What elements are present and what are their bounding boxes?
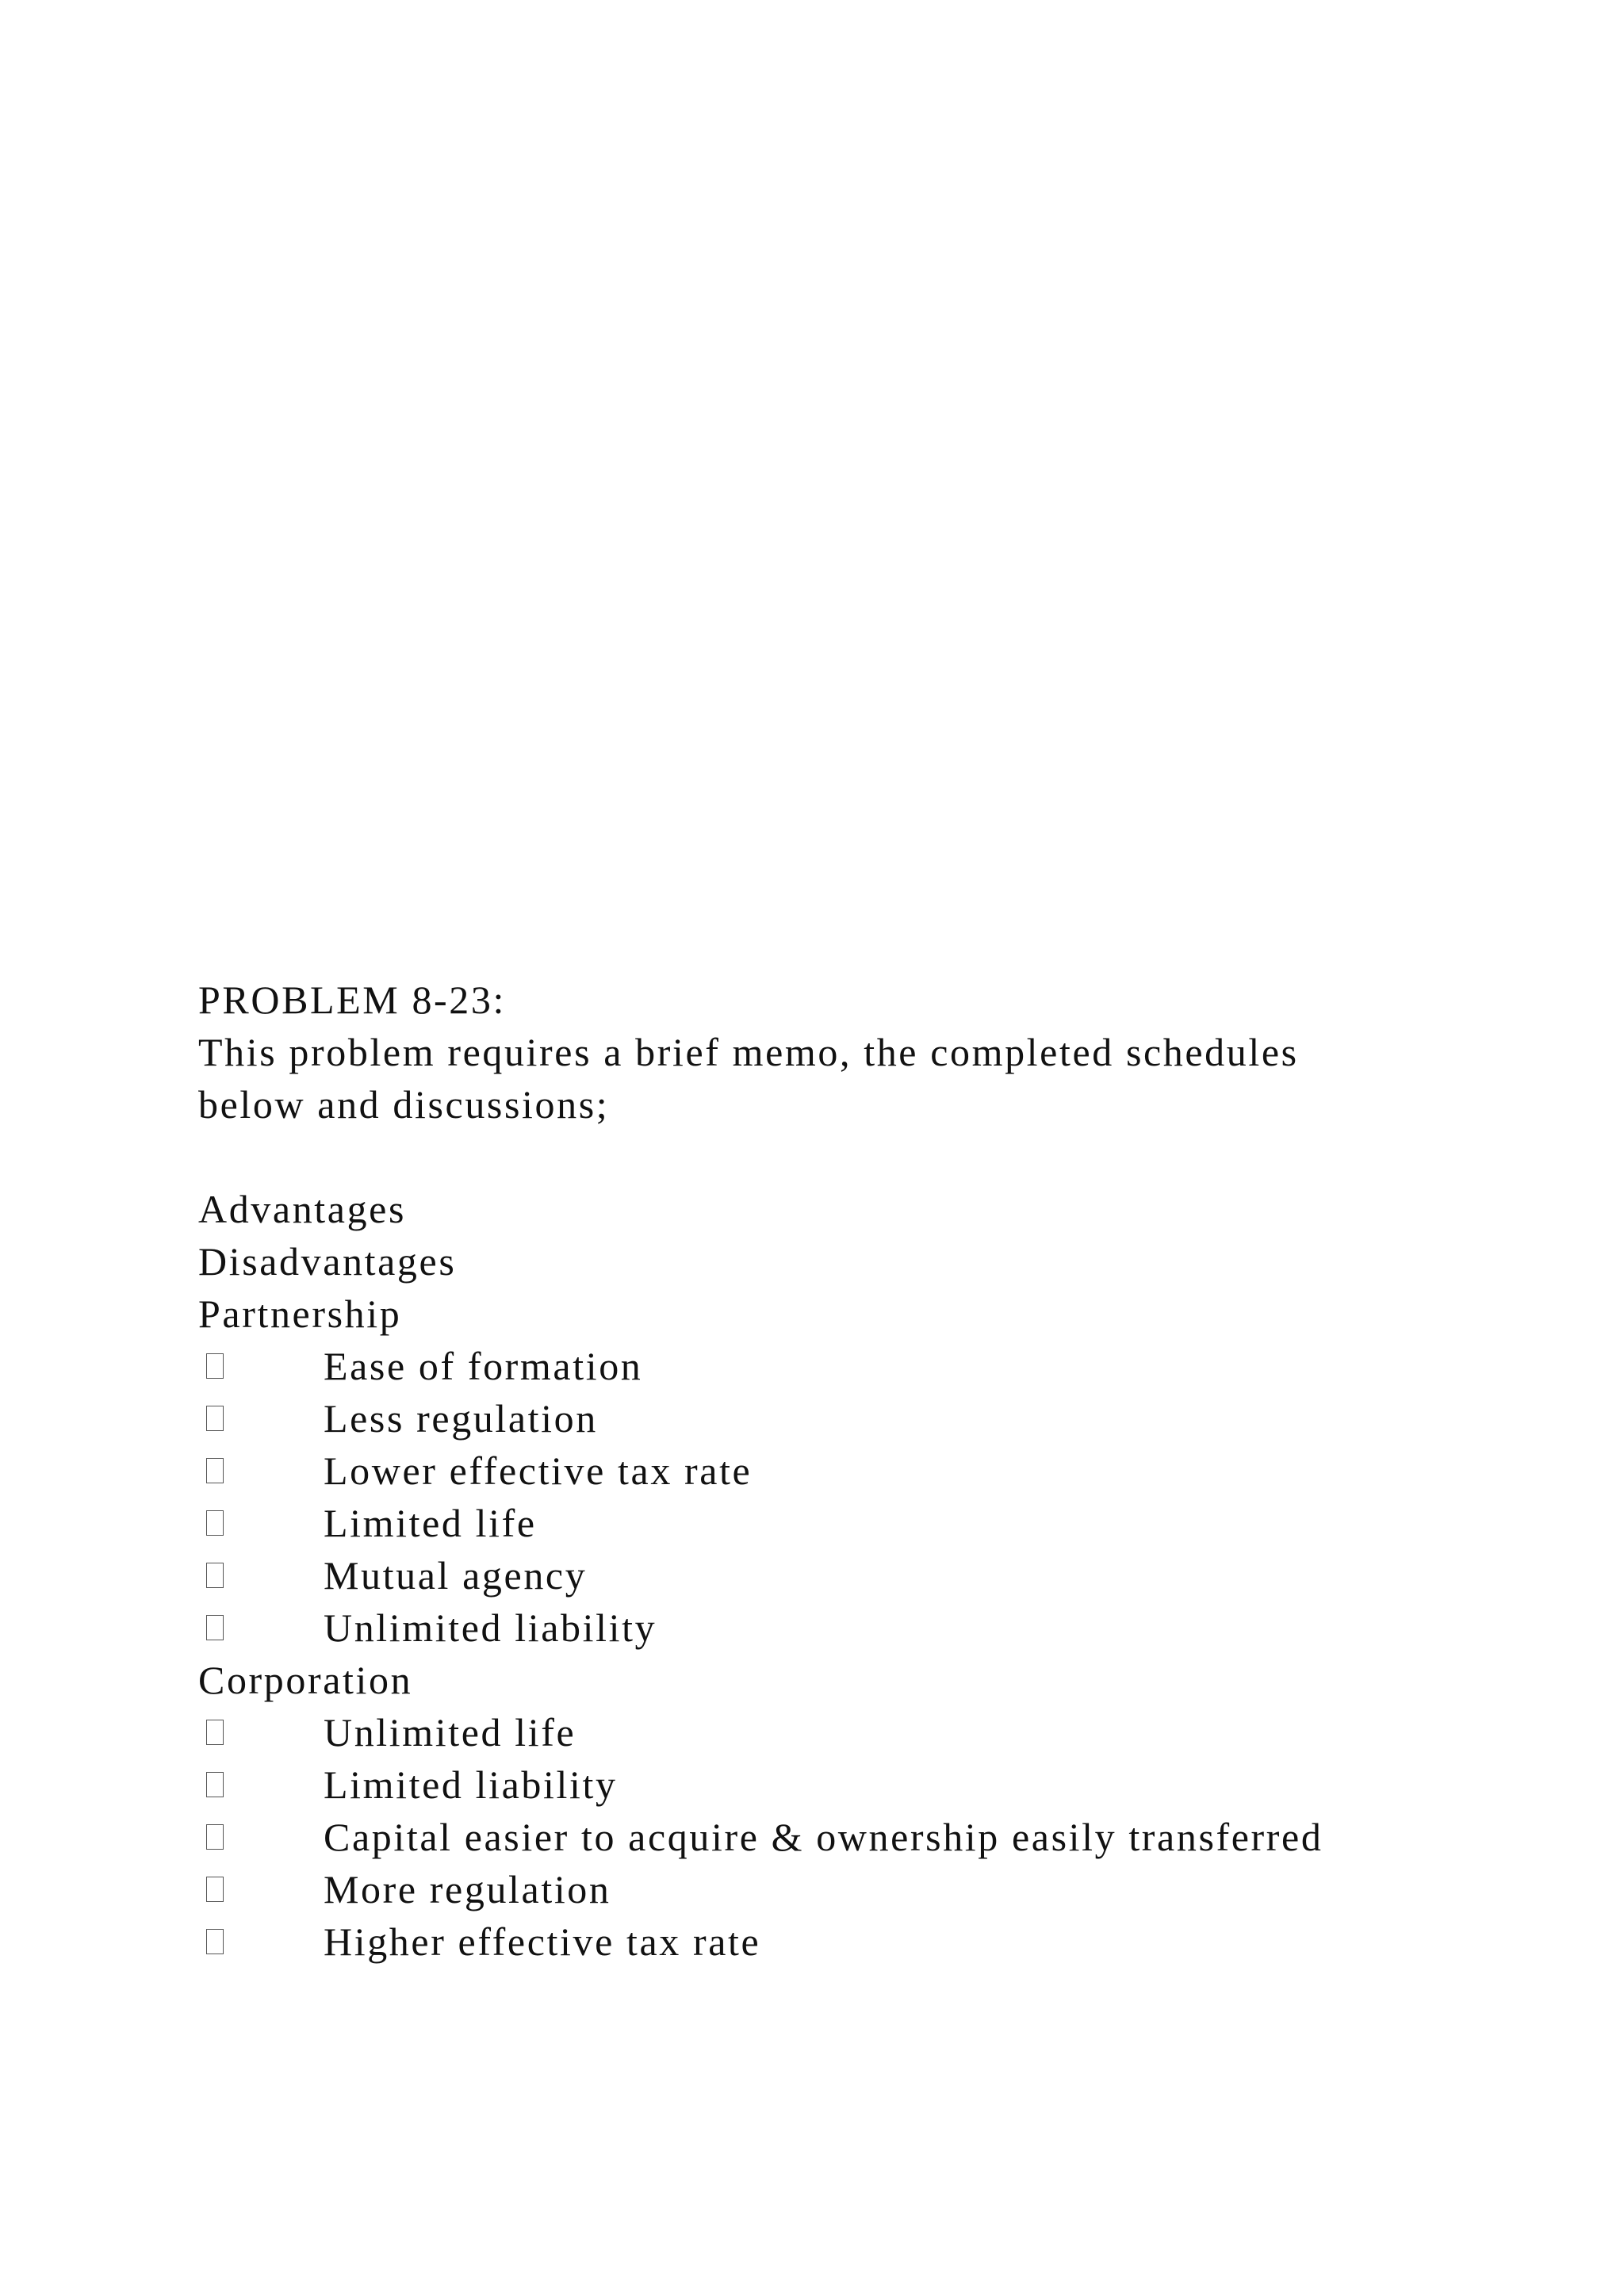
list-item-text: Ease of formation — [324, 1344, 643, 1388]
partnership-list-item — [198, 1445, 1546, 1497]
corporation-list-item — [198, 1811, 1546, 1863]
document-body — [198, 974, 1546, 1968]
bullet-placeholder-icon — [206, 1824, 224, 1850]
intro-text-line-1: This problem requires a brief memo, the completed schedules — [198, 1030, 1299, 1074]
corporation-label: Corporation — [198, 1658, 413, 1702]
bullet-placeholder-icon — [206, 1615, 224, 1640]
bullet-placeholder-icon — [206, 1563, 224, 1588]
blank-line — [198, 1131, 1546, 1183]
disadvantages-label: Disadvantages — [198, 1239, 457, 1284]
list-item-text: Limited liability — [324, 1762, 618, 1807]
list-item-text: Higher effective tax rate — [324, 1919, 761, 1964]
corporation-list-item — [198, 1863, 1546, 1915]
partnership-list-item — [198, 1497, 1546, 1549]
corporation-list-item — [198, 1706, 1546, 1758]
list-item-text: Unlimited life — [324, 1710, 576, 1755]
partnership-list-item — [198, 1601, 1546, 1654]
bullet-placeholder-icon — [206, 1929, 224, 1954]
list-item-text: Unlimited liability — [324, 1605, 657, 1650]
bullet-placeholder-icon — [206, 1877, 224, 1902]
problem-heading: PROBLEM 8-23: — [198, 978, 506, 1022]
bullet-placeholder-icon — [206, 1772, 224, 1797]
partnership-list-item — [198, 1549, 1546, 1601]
list-item-text: Capital easier to acquire & ownership easily transferred — [324, 1815, 1323, 1859]
bullet-placeholder-icon — [206, 1458, 224, 1483]
partnership-label: Partnership — [198, 1292, 402, 1336]
bullet-placeholder-icon — [206, 1406, 224, 1431]
partnership-list-item — [198, 1392, 1546, 1445]
bullet-placeholder-icon — [206, 1720, 224, 1745]
list-item-text: Mutual agency — [324, 1553, 588, 1598]
corporation-list-item — [198, 1915, 1546, 1968]
bullet-placeholder-icon — [206, 1353, 224, 1379]
intro-text-line-2: below and discussions; — [198, 1082, 610, 1127]
list-item-text: Limited life — [324, 1501, 537, 1545]
partnership-list-item — [198, 1340, 1546, 1392]
list-item-text: Lower effective tax rate — [324, 1448, 753, 1493]
list-item-text: More regulation — [324, 1867, 611, 1911]
advantages-label: Advantages — [198, 1187, 407, 1231]
corporation-list-item — [198, 1758, 1546, 1811]
list-item-text: Less regulation — [324, 1396, 598, 1441]
bullet-placeholder-icon — [206, 1510, 224, 1536]
